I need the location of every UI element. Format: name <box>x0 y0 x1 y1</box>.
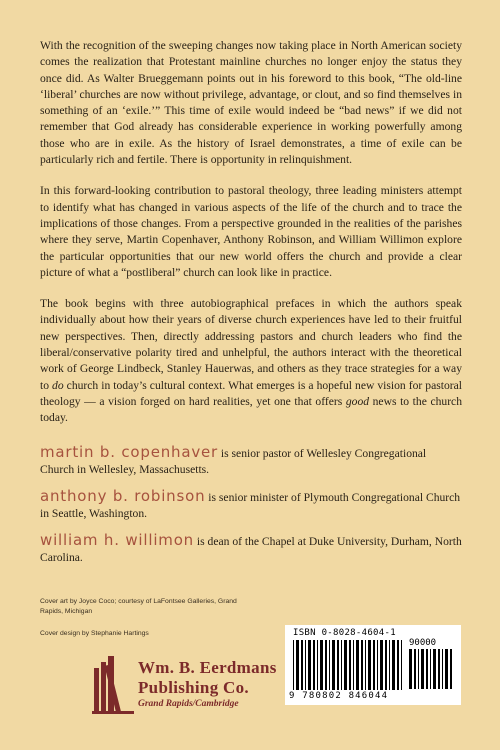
author-bio-text: is senior minister of Plymouth Congregational Church in Seattle, Washington. <box>40 490 461 520</box>
author-bio-text: is senior pastor of Wellesley Congregational Church in Wellesley, Massachusetts. <box>40 446 427 476</box>
cover-design-credit: Cover design by Stephanie Hartings <box>40 630 149 637</box>
author-bio-robinson <box>40 488 462 522</box>
ean-barcode-icon <box>293 640 405 690</box>
ean-number: 9 780802 846044 <box>289 691 389 701</box>
author-bio-willimon <box>40 532 462 566</box>
credits <box>40 597 250 651</box>
author-bio-text: is dean of the Chapel at Duke University, Durham, North Carolina. <box>40 534 462 564</box>
publisher-line-3: Grand Rapids/Cambridge <box>138 699 239 709</box>
books-icon <box>92 654 136 714</box>
author-name: william h. willimon <box>40 530 194 549</box>
price-barcode-icon <box>409 649 453 689</box>
author-name: martin b. copenhaver <box>40 442 219 461</box>
back-cover-text <box>40 38 462 576</box>
description-paragraph-3 <box>40 296 462 426</box>
barcode <box>285 625 461 705</box>
cover-art-credit: Cover art by Joyce Coco; courtesy of LaFontsee Galleries, Grand Rapids, Michigan <box>40 598 237 615</box>
description-paragraph-1: With the recognition of the sweeping changes now taking place in North American society comes the realization that Protestant mainline churches no longer enjoy the status they once did. As Walter Brueggemann points out in his foreword to this book, “The old-line ‘liberal’ churches are now without privilege, advantage, or clout, and so find themselves in something of an ‘exile.’” This time of exile would indeed be “bad news” if we did not remember that God already has considerable experience in working powerfully among those who are in exile. As the history of Israel demonstrates, a time of exile can be particularly rich and fertile. There is opportunity in relinquishment. <box>40 39 462 167</box>
publisher-logo <box>92 654 307 716</box>
isbn-text: ISBN 0-8028-4604-1 <box>293 628 396 638</box>
publisher-line-2: Publishing Co. <box>138 678 249 697</box>
publisher-name <box>138 658 277 710</box>
p3-part-1: The book begins with three autobiographical prefaces in which the authors speak individually about how their years of diverse church experiences have led to their fruitful new perspectives. Then, directly addressing pastors and church leaders who find the liberal/conservative polarity tired and unhelpful, the authors interact with the theoretical work of George Lindbeck, Stanley Hauerwas, and others as they trace strategies for a way to do church in today’s cultural context. What emerges is a hopeful new vision for pastoral theology — a vision forged on hard realities, yet one that offers good news to the church today. <box>40 297 462 425</box>
price-code: 90000 <box>409 638 437 648</box>
publisher-line-1: Wm. B. Eerdmans <box>138 658 277 677</box>
author-bio-copenhaver <box>40 444 462 478</box>
description-paragraph-2: In this forward-looking contribution to pastoral theology, three leading ministers attempt to identify what has changed in various aspects of the life of the church and to trace the implications of those changes. From a perspective grounded in the realities of the parishes where they serve, Martin Copenhaver, Anthony Robinson, and William Willimon explore the particular opportunities that our new world offers the church and provide a clear picture of what a “postliberal” church can look like in practice. <box>40 184 462 279</box>
author-name: anthony b. robinson <box>40 486 206 505</box>
